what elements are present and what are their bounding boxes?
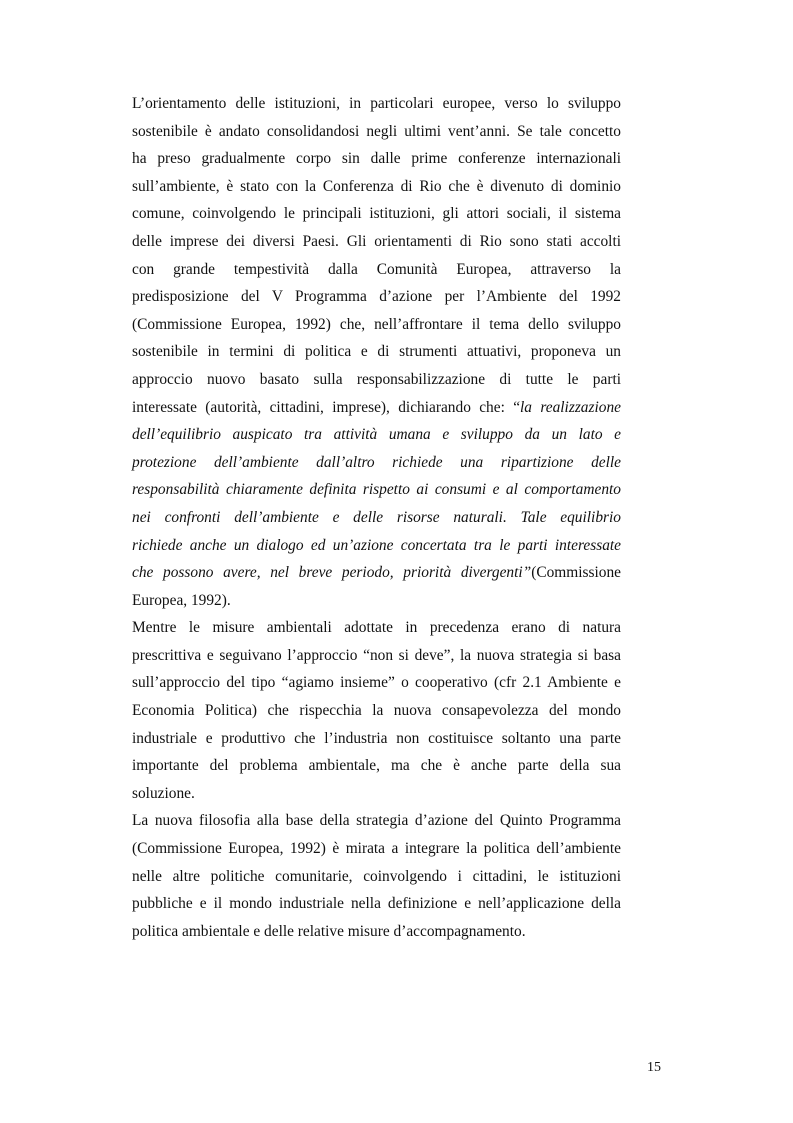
italic-text-segment: che possono avere, nel breve periodo, priorità divergenti” [132, 564, 532, 582]
text-segment: ha preso gradualmente corpo sin dalle prime conferenze internazionali [132, 150, 621, 168]
text-line [132, 90, 621, 118]
text-segment: politica ambientale e delle relative misure d’accompagnamento. [132, 922, 526, 940]
text-line [132, 780, 621, 808]
text-line [132, 669, 621, 697]
text-line [132, 118, 621, 146]
text-line [132, 807, 621, 835]
text-segment: industriale e produttivo che l’industria non costituisce soltanto una parte [132, 729, 621, 747]
text-segment: sostenibile in termini di politica e di strumenti attuativi, proponeva un [132, 343, 621, 361]
text-segment: soluzione. [132, 784, 195, 802]
text-segment: Mentre le misure ambientali adottate in precedenza erano di natura [132, 619, 621, 637]
text-line [132, 835, 621, 863]
text-line [132, 173, 621, 201]
text-line [132, 145, 621, 173]
italic-text-segment: protezione dell’ambiente dall’altro richiede una ripartizione delle [132, 453, 621, 471]
text-segment: (Commissione [531, 564, 621, 582]
text-line [132, 504, 621, 532]
text-segment: approccio nuovo basato sulla responsabilizzazione di tutte le parti [132, 370, 621, 388]
text-segment: sostenibile è andato consolidandosi negli ultimi vent’anni. Se tale concetto [132, 122, 621, 140]
text-segment: predisposizione del V Programma d’azione per l’Ambiente del 1992 [132, 288, 621, 306]
page-number: 15 [647, 1060, 661, 1075]
text-segment: sull’ambiente, è stato con la Conferenza di Rio che è divenuto di dominio [132, 177, 621, 195]
text-line [132, 200, 621, 228]
text-line [132, 394, 621, 422]
text-segment: interessate (autorità, cittadini, imprese), dichiarando che: “ [132, 398, 521, 416]
text-line [132, 642, 621, 670]
text-line [132, 449, 621, 477]
italic-text-segment: responsabilità chiaramente definita rispetto ai consumi e al comportamento [132, 481, 621, 499]
italic-text-segment: la realizzazione [520, 398, 621, 416]
text-line [132, 366, 621, 394]
text-line [132, 587, 621, 615]
text-line [132, 476, 621, 504]
text-segment: (Commissione Europea, 1992) che, nell’affrontare il tema dello sviluppo [132, 315, 621, 333]
italic-text-segment: nei confronti dell’ambiente e delle risorse naturali. Tale equilibrio [132, 508, 621, 526]
text-line [132, 725, 621, 753]
body-text [132, 90, 621, 945]
text-segment: sull’approccio del tipo “agiamo insieme” o cooperativo (cfr 2.1 Ambiente e [132, 674, 621, 692]
text-segment: delle imprese dei diversi Paesi. Gli orientamenti di Rio sono stati accolti [132, 232, 621, 250]
italic-text-segment: richiede anche un dialogo ed un’azione concertata tra le parti interessate [132, 536, 621, 554]
text-segment: comune, coinvolgendo le principali istituzioni, gli attori sociali, il sistema [132, 205, 621, 223]
text-line [132, 752, 621, 780]
text-line [132, 421, 621, 449]
text-line [132, 532, 621, 560]
text-segment: Europea, 1992). [132, 591, 231, 609]
text-segment: con grande tempestività dalla Comunità Europea, attraverso la [132, 260, 621, 278]
text-line [132, 256, 621, 284]
italic-text-segment: dell’equilibrio auspicato tra attività umana e sviluppo da un lato e [132, 426, 621, 444]
text-segment: (Commissione Europea, 1992) è mirata a integrare la politica dell’ambiente [132, 840, 621, 858]
text-line [132, 614, 621, 642]
text-line [132, 697, 621, 725]
text-line [132, 918, 621, 946]
text-segment: prescrittiva e seguivano l’approccio “non si deve”, la nuova strategia si basa [132, 646, 621, 664]
text-line [132, 863, 621, 891]
text-line [132, 559, 621, 587]
text-segment: L’orientamento delle istituzioni, in particolari europee, verso lo sviluppo [132, 95, 621, 112]
text-line [132, 311, 621, 339]
text-segment: pubbliche e il mondo industriale nella definizione e nell’applicazione della [132, 895, 621, 913]
text-segment: Economia Politica) che rispecchia la nuova consapevolezza del mondo [132, 702, 621, 720]
text-segment: importante del problema ambientale, ma che è anche parte della sua [132, 757, 621, 775]
text-line [132, 283, 621, 311]
text-segment: La nuova filosofia alla base della strategia d’azione del Quinto Programma [132, 812, 621, 830]
text-line [132, 890, 621, 918]
text-line [132, 338, 621, 366]
text-line [132, 228, 621, 256]
text-segment: nelle altre politiche comunitarie, coinvolgendo i cittadini, le istituzioni [132, 867, 621, 885]
